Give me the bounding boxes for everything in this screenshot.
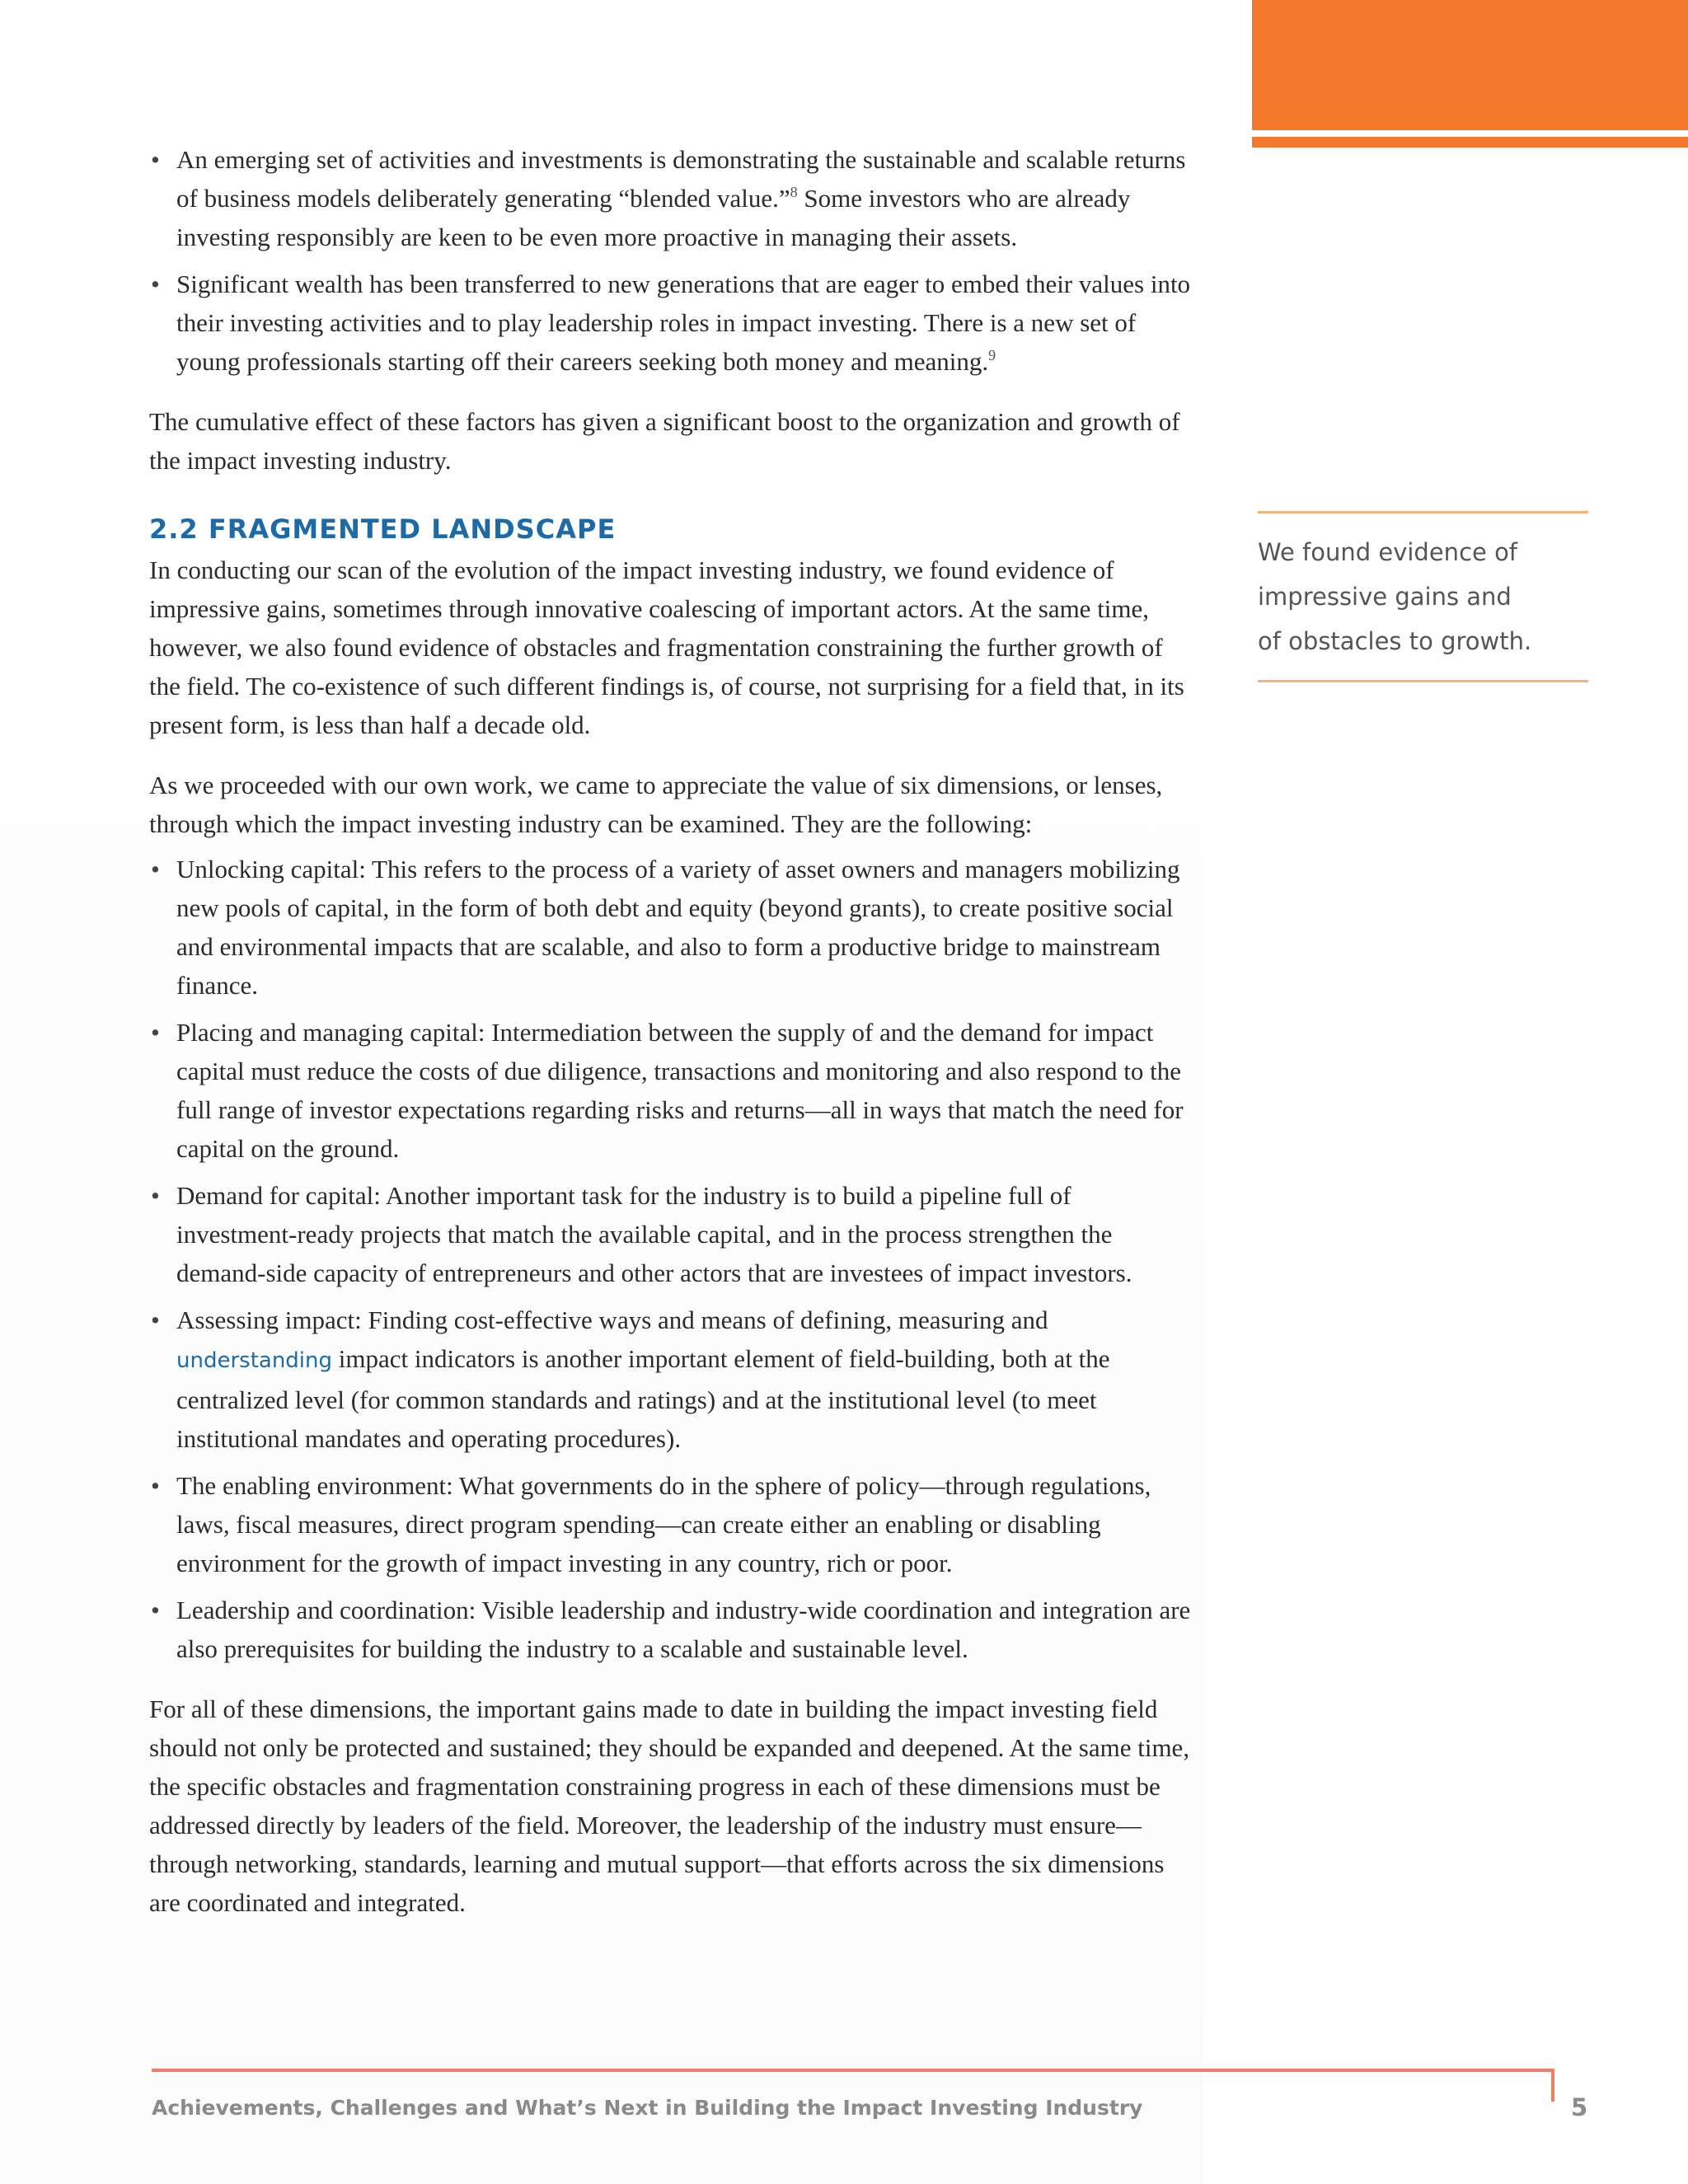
list-item: • Demand for capital: Another important task for the industry is to build a pipeline full of investment-ready projects that match the available capital, and in the process strengthen the demand-side capacity of entrepreneurs and other actors that are investees of impact investors. bbox=[149, 1176, 1198, 1292]
list-item bbox=[149, 265, 1198, 381]
paragraph-conclusion: For all of these dimensions, the important gains made to date in building the impact investing field should not only be protected and sustained; they should be expanded and deepened. At the same time, the specific obstacles and fragmentation constraining progress in each of these dimensions must be addressed directly by leaders of the field. Moreover, the leadership of the industry must ensure—through networking, standards, learning and mutual support—that efforts across the six dimensions are coordinated and integrated. bbox=[149, 1694, 1190, 1917]
footer-rule bbox=[152, 2069, 1554, 2072]
list-item bbox=[149, 1301, 1198, 1458]
bullet-text: impact indicators is another important element of field-building, both at the centralized level (for common standards and ratings) and at the institutional level (to meet institutional mandates and operating procedures). bbox=[176, 1344, 1110, 1453]
list-item: • Unlocking capital: This refers to the process of a variety of asset owners and managers mobilizing new pools of capital, in the form of both debt and equity (beyond grants), to create positive social and environmental impacts that are scalable, and also to form a productive bridge to mainstream finance. bbox=[149, 850, 1198, 1005]
understanding-link[interactable]: understanding bbox=[176, 1348, 333, 1373]
list-item: • The enabling environment: What governments do in the sphere of policy—through regulations, laws, fiscal measures, direct program spending—can create either an enabling or disabling environment for the growth of impact investing in any country, rich or poor. bbox=[149, 1466, 1198, 1582]
bullet-text: Significant wealth has been transferred to new generations that are eager to embed their values into their investing activities and to play leadership roles in impact investing. There is a new set of young professionals starting off their careers seeking both money and meaning. bbox=[176, 269, 1191, 376]
bullet-text: Assessing impact: Finding cost-effective ways and means of defining, measuring and bbox=[176, 1305, 1048, 1334]
header-orange-block bbox=[1252, 0, 1688, 130]
bullet-text: Some investors who are already investing responsibly are keen to be even more proactive in managing their assets. bbox=[176, 184, 1131, 251]
list-item: • Leadership and coordination: Visible leadership and industry-wide coordination and integration are also prerequisites for building the industry to a scalable and sustainable level. bbox=[149, 1591, 1198, 1668]
footnote-ref[interactable]: 9 bbox=[988, 347, 996, 363]
list-item: • Placing and managing capital: Intermediation between the supply of and the demand for impact capital must reduce the costs of due diligence, transactions and monitoring and also respond to the full range of investor expectations regarding risks and returns—all in ways that match the need for capital on the ground. bbox=[149, 1013, 1198, 1168]
paragraph-dimensions-intro: As we proceeded with our own work, we came to appreciate the value of six dimensions, or lenses, through which the impact investing industry can be examined. They are the following: bbox=[149, 771, 1163, 838]
list-item bbox=[149, 140, 1198, 256]
page-number: 5 bbox=[1571, 2093, 1588, 2121]
paragraph-scan: In conducting our scan of the evolution of the impact investing industry, we found evidence of impressive gains, sometimes through innovative coalescing of important actors. At the same time, however, we also found evidence of obstacles and fragmentation constraining the further growth of the field. The co-existence of such different findings is, of course, not surprising for a field that, in its present form, is less than half a decade old. bbox=[149, 555, 1184, 739]
paragraph-cumulative: The cumulative effect of these factors has given a significant boost to the organization and growth of the impact investing industry. bbox=[149, 407, 1180, 475]
intro-bullet-list bbox=[149, 140, 1198, 381]
pull-quote-line: impressive gains and bbox=[1258, 583, 1512, 611]
footer-rule-tick bbox=[1551, 2069, 1554, 2102]
header-orange-stripe bbox=[1252, 137, 1688, 148]
dimensions-list bbox=[149, 850, 1198, 1668]
main-column bbox=[149, 140, 1198, 1943]
section-heading: 2.2 FRAGMENTED LANDSCAPE bbox=[149, 513, 617, 545]
pull-quote-line: We found evidence of bbox=[1258, 538, 1518, 566]
pull-quote bbox=[1258, 511, 1588, 682]
footnote-ref[interactable]: 8 bbox=[790, 184, 798, 200]
footer-title: Achievements, Challenges and What’s Next in Building the Impact Investing Industry bbox=[152, 2096, 1143, 2120]
pull-quote-line: of obstacles to growth. bbox=[1258, 627, 1532, 655]
bullet-text: An emerging set of activities and investments is demonstrating the sustainable and scalable returns of business models deliberately generating “blended value.” bbox=[176, 145, 1186, 213]
